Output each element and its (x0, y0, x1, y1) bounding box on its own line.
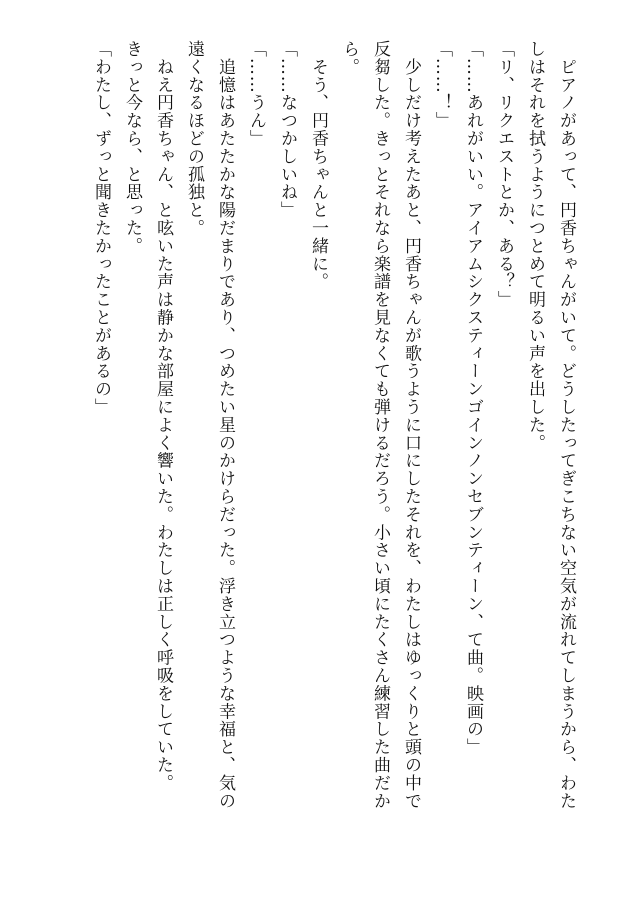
vertical-text-body (85, 40, 581, 860)
text-line: ねえ円香ちゃん、と呟いた声は静かな部屋によく響いた。わたしは正しく呼吸をしていた。 (153, 40, 173, 792)
text-line: 「……なつかしいね」 (277, 40, 297, 219)
text-line: 「わたし、ずっと聞きたかったことがあるの」 (91, 40, 111, 416)
text-line: しはそれを拭うようにつとめて明るい声を出した。 (525, 40, 545, 452)
text-line: そう、円香ちゃんと一緒に。 (308, 40, 328, 291)
text-line: 「……あれがいい。アイアムシクスティーンゴインノンセブンティーン、て曲。映画の」 (463, 40, 483, 756)
text-line: 追憶はあたたかな陽だまりであり、つめたい星のかけらだった。浮き立つような幸福と、気の (215, 40, 235, 810)
text-line: 反芻した。きっとそれなら楽譜を見なくても弾けるだろう。小さい頃にたくさん練習した曲だか (370, 40, 390, 810)
text-line: ピアノがあって、円香ちゃんがいて。どうしたってぎこちない空気が流れてしまうから、わた (556, 40, 576, 810)
text-line: 「リ、リクエストとか、ある？」 (494, 40, 514, 309)
text-line: 遠くなるほどの孤独と。 (184, 40, 204, 237)
text-line: 「……うん」 (246, 40, 266, 148)
text-line: 少しだけ考えたあと、円香ちゃんが歌うように口にしたそれを、わたしはゆっくりと頭の中で (401, 40, 421, 810)
text-line: ら。 (339, 40, 359, 76)
text-line: 「……！」 (432, 40, 452, 130)
text-line: きっと今なら、と思った。 (122, 40, 142, 255)
